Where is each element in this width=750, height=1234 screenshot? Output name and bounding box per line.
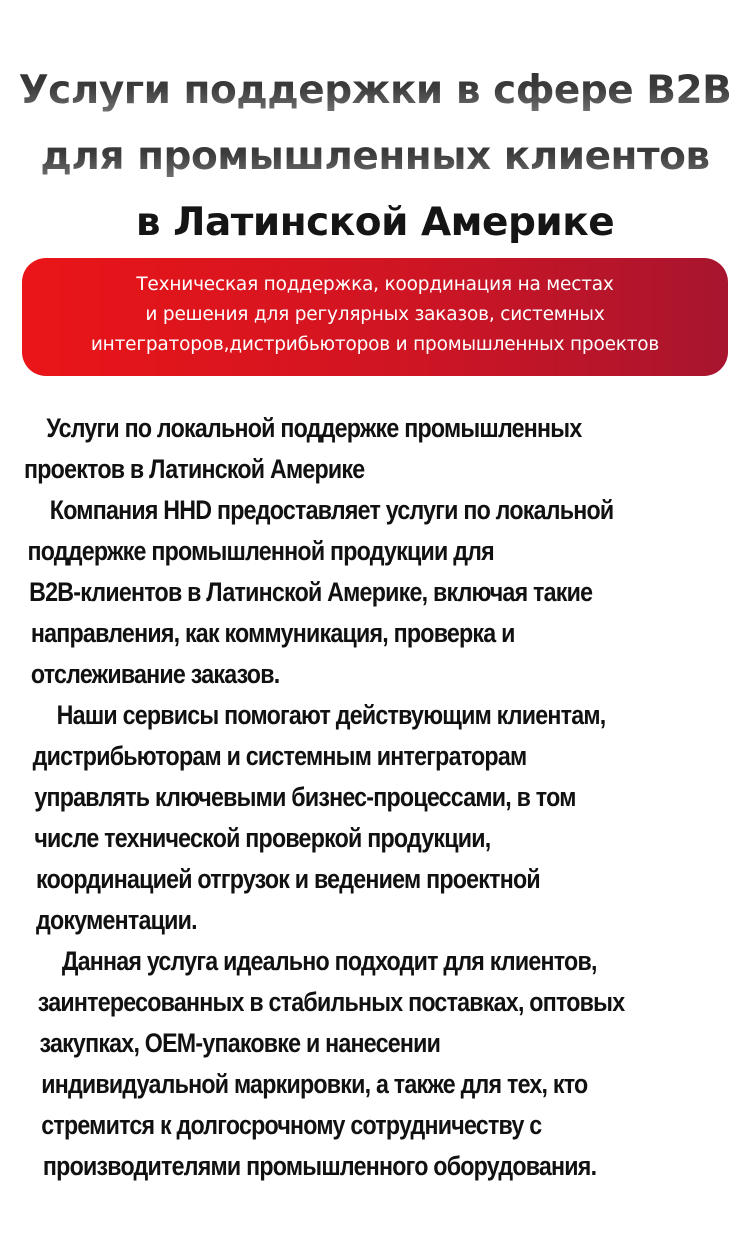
body-line: Данная услуга идеально подходит для клиентов, <box>61 946 597 976</box>
body-line: поддержке промышленной продукции для <box>27 536 494 566</box>
body-line: отслеживание заказов. <box>30 659 280 689</box>
title-line-2: для промышленных клиентов <box>0 124 750 190</box>
body-line: индивидуальной маркировки, а также для тех, кто <box>41 1069 588 1099</box>
body-line: проектов в Латинской Америке <box>24 454 365 484</box>
page-title <box>0 58 750 256</box>
body-line: B2B-клиентов в Латинской Америке, включая такие <box>29 577 593 607</box>
title-line-3: в Латинской Америке <box>135 200 615 245</box>
banner-line-2: и решения для регулярных заказов, системных <box>145 304 605 325</box>
body-line: числе технической проверкой продукции, <box>34 823 491 853</box>
body-line: производителями промышленного оборудования. <box>42 1151 597 1181</box>
body-line: заинтересованных в стабильных поставках, оптовых <box>37 987 625 1017</box>
banner-line-3: интеграторов,дистрибьюторов и промышленных проектов <box>90 334 660 355</box>
banner-line-1: Техническая поддержка, координация на местах <box>136 274 614 295</box>
body-line: координацией отгрузок и ведением проектной <box>36 864 540 894</box>
body-line: Наши сервисы помогают действующим клиентам, <box>56 700 606 730</box>
body-line: управлять ключевыми бизнес-процессами, в том <box>34 782 576 812</box>
body-line: Услуги по локальной поддержке промышленных <box>46 413 582 443</box>
body-line: направления, как коммуникация, проверка и <box>30 618 515 648</box>
subtitle-banner <box>22 258 728 376</box>
body-line: дистрибьюторам и системным интеграторам <box>32 741 527 771</box>
body-line: закупках, OEM-упаковке и нанесении <box>39 1028 441 1058</box>
body-line: стремится к долгосрочному сотрудничеству с <box>41 1110 542 1140</box>
body-line: документации. <box>36 905 197 935</box>
body-text <box>24 408 724 1187</box>
body-line: Компания HHD предоставляет услуги по локальной <box>49 495 614 525</box>
title-line-1: Услуги поддержки в сфере B2B <box>0 58 750 124</box>
